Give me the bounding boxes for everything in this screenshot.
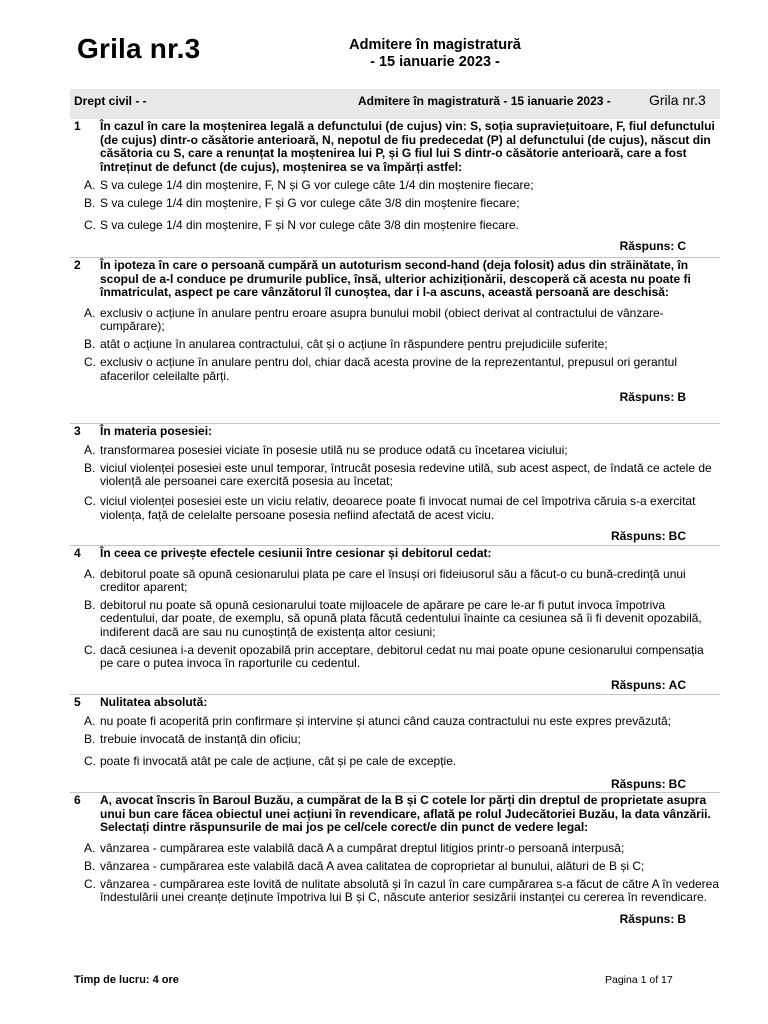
answer-row <box>70 912 720 926</box>
footer-page-number: Pagina 1 of 17 <box>605 974 673 986</box>
option-b <box>70 197 720 210</box>
question-text: În ipoteza în care o persoană cumpără un autoturism second-hand (deja folosit) adus din străinătate, în scopul de a-l conduce pe drumurile publice, însă, ulterior achiziționării, descoperă că acesta nu poate fi înmatriculat, aspect pe care vânzătorul îl cunoștea, dar i l-a ascuns, această persoană are deschisă: <box>100 258 691 299</box>
question-3 <box>70 423 720 543</box>
answer-value: BC <box>668 528 686 543</box>
option-letter: A. <box>84 566 96 581</box>
question-text-row <box>70 794 720 835</box>
option-letter: C. <box>84 877 96 892</box>
question-text: În ceea ce privește efectele cesiunii între cesionar și debitorul cedat: <box>100 546 492 560</box>
answer-value: AC <box>668 677 686 692</box>
option-text: viciul violenței posesiei este unul temporar, întrucât posesia redevine utilă, sub acest aspect, de îndată ce actele de violență ale persoanei care exercită posesia au încetat; <box>100 460 712 489</box>
exam-title-line2: - 15 ianuarie 2023 - <box>370 54 500 70</box>
answer-label: Răspuns: <box>619 389 675 404</box>
question-6 <box>70 792 720 926</box>
question-number: 2 <box>74 258 81 272</box>
option-letter: C. <box>84 355 96 370</box>
answer-value: C <box>677 238 686 253</box>
option-letter: A. <box>84 305 96 320</box>
answer-row <box>70 239 720 253</box>
option-text: dacă cesiunea i-a devenit opozabilă prin acceptare, debitorul cedat nu mai poate opune cesionarului compensația pe care o putea invoca în raporturile cu cedentul. <box>100 642 704 671</box>
subject-label: Drept civil - - <box>74 94 147 108</box>
option-text: nu poate fi acoperită prin confirmare și intervine și atunci când cauza contractului nu este expres prevăzută; <box>100 713 671 728</box>
question-2 <box>70 257 720 404</box>
option-letter: B. <box>84 337 96 352</box>
option-a <box>70 715 720 728</box>
option-letter: C. <box>84 217 96 232</box>
option-letter: B. <box>84 731 96 746</box>
question-number: 4 <box>74 546 81 560</box>
question-number: 5 <box>74 695 81 709</box>
option-c <box>70 878 720 905</box>
answer-label: Răspuns: <box>610 677 666 692</box>
question-number: 3 <box>74 424 81 438</box>
question-text-row <box>70 259 720 300</box>
option-letter: C. <box>84 494 96 509</box>
option-b <box>70 599 720 639</box>
option-c <box>70 356 720 383</box>
exam-title-line1: Admitere în magistratură <box>349 37 521 53</box>
option-letter: C. <box>84 754 96 769</box>
question-1 <box>70 120 720 253</box>
option-letter: B. <box>84 460 96 475</box>
option-b <box>70 462 720 489</box>
option-text: poate fi invocată atât pe cale de acțiune, cât și pe cale de excepție. <box>100 754 457 769</box>
option-c <box>70 644 720 671</box>
answer-value: B <box>677 911 686 926</box>
option-a <box>70 444 720 457</box>
option-c <box>70 219 720 232</box>
subject-header-bar <box>70 89 720 119</box>
answer-row <box>70 777 720 791</box>
option-text: atât o acțiune în anularea contractului, cât și o acțiune în răspundere pentru prejudiciile suferite; <box>100 337 608 352</box>
answer-row <box>70 529 720 543</box>
option-text: exclusiv o acțiune în anulare pentru eroare asupra bunului mobil (obiect derivat al contractului de vânzare-cumpărare); <box>100 305 664 333</box>
option-text: trebuie invocată de instanță din oficiu; <box>100 731 301 746</box>
answer-row <box>70 390 720 404</box>
option-text: S va culege 1/4 din moștenire, F și N vor culege câte 3/8 din moștenire fiecare. <box>100 217 519 232</box>
option-text: S va culege 1/4 din moștenire, F și G vor culege câte 3/8 din moștenire fiecare; <box>100 196 520 211</box>
option-b <box>70 338 720 351</box>
answer-label: Răspuns: <box>619 911 675 926</box>
question-number: 6 <box>74 793 81 807</box>
bar-exam-label: Admitere în magistratură - 15 ianuarie 2023 - <box>358 94 611 108</box>
option-text: S va culege 1/4 din moștenire, F, N și G vor culege câte 1/4 din moștenire fiecare; <box>100 178 534 192</box>
grila-title: Grila nr.3 <box>77 33 201 64</box>
option-letter: A. <box>84 442 96 457</box>
option-a <box>70 179 720 192</box>
question-text: A, avocat înscris în Baroul Buzău, a cumpărat de la B și C cotele lor părți din dreptul de proprietate asupra unui bun care făcea obiectul unei acțiuni în revendicare, aflată pe rolul Judecătoriei Buzău, la data vânzării. Selectați dintre răspunsurile de mai jos pe cel/cele corect/e din punct de vedere legal: <box>100 793 711 834</box>
answer-label: Răspuns: <box>619 238 675 253</box>
option-c <box>70 755 720 768</box>
question-5 <box>70 694 720 791</box>
question-text-row <box>70 425 720 439</box>
option-text: exclusiv o acțiune în anulare pentru dol, chiar dacă acesta provine de la reprezentantul, prepusul ori gerantul afacerilor celeilalte părți. <box>100 355 678 383</box>
option-letter: A. <box>84 178 96 192</box>
option-text: vânzarea - cumpărarea este lovită de nulitate absolută și în cazul în care cumpărarea s-a făcut de către A în vederea îndestulării unei creanțe deținute împotriva lui B și C, născute anterior sesizării instanței cu cererea în revendicare. <box>100 877 720 905</box>
option-a <box>70 842 720 855</box>
option-a <box>70 568 720 595</box>
question-text: În cazul în care la moștenirea legală a defunctului (de cujus) vin: S, soția supraviețuitoare, F, fiul defunctului (de cujus) dintr-o căsătorie anterioară, N, nepotul de fiu predecedat (P) al defunctului (de cujus), născut din căsătoria cu S, care a renunțat la moștenirea lui P, și G fiul lui S dintr-o căsătorie anterioară, care a fost întreținut de defunct (de cujus), moștenirea se va împărți astfel: <box>100 119 715 174</box>
option-letter: A. <box>84 713 96 728</box>
option-b <box>70 733 720 746</box>
answer-label: Răspuns: <box>610 777 666 792</box>
option-a <box>70 307 720 334</box>
option-text: debitorul nu poate să opună cesionarului toate mijloacele de apărare pe care le-ar fi putut invoca împotriva cedentului, dar poate, de exemplu, să opună plata făcută cedentului înainte ca cesiunea să îi fi devenit opozabilă, indiferent dacă are sau nu cunoștință de existența altor cesiuni; <box>100 598 702 639</box>
question-4 <box>70 545 720 692</box>
option-text: viciul violenței posesiei este un viciu relativ, deoarece poate fi invocat numai de cel împotriva căruia s-a exercitat violența, față de celelalte persoane posesia nefiind afectată de acest viciu. <box>100 494 696 522</box>
bar-grila-label: Grila nr.3 <box>649 92 706 108</box>
answer-value: B <box>677 389 686 404</box>
option-c <box>70 495 720 522</box>
option-letter: B. <box>84 598 96 613</box>
option-letter: B. <box>84 196 96 211</box>
option-text: vânzarea - cumpărarea este valabilă dacă A avea calitatea de coproprietar al bunului, alături de B și C; <box>100 858 645 873</box>
question-text: În materia posesiei: <box>100 424 213 438</box>
answer-label: Răspuns: <box>610 528 666 543</box>
question-text-row <box>70 547 720 561</box>
question-text: Nulitatea absolută: <box>100 695 208 709</box>
answer-row <box>70 678 720 692</box>
question-text-row <box>70 120 720 174</box>
option-text: vânzarea - cumpărarea este valabilă dacă A a cumpărat dreptul litigios printr-o persoană interpusă; <box>100 840 625 855</box>
question-text-row <box>70 696 720 710</box>
answer-value: BC <box>668 777 686 792</box>
option-letter: B. <box>84 858 96 873</box>
option-text: transformarea posesiei viciate în posesie utilă nu se produce odată cu încetarea viciului; <box>100 442 568 457</box>
option-text: debitorul poate să opună cesionarului plata pe care el însuși ori fideiusorul său a făcut-o cu bună-credință unui creditor aparent; <box>100 566 686 594</box>
question-number: 1 <box>74 119 81 133</box>
option-letter: C. <box>84 642 96 657</box>
option-b <box>70 860 720 873</box>
option-letter: A. <box>84 840 96 855</box>
footer-time: Timp de lucru: 4 ore <box>74 974 179 986</box>
